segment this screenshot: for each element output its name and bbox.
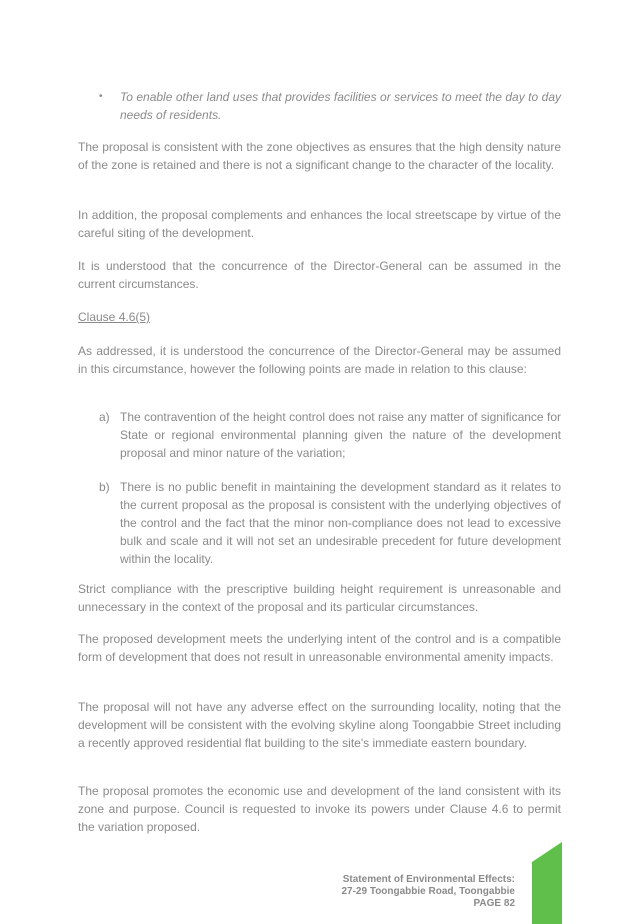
paragraph-locality: The proposal will not have any adverse effect on the surrounding locality, noting that the development will be consistent with the evolving skyline along Toongabbie Street including a recently approved residential flat building to the site's immediate eastern boundary.: [78, 700, 561, 750]
paragraph-strict-compliance: Strict compliance with the prescriptive building height requirement is unreasonable and unnecessary in the context of the proposal and its particular circumstances.: [78, 582, 561, 614]
clause-heading: Clause 4.6(5): [78, 310, 151, 324]
footer-address: 27-29 Toongabbie Road, Toongabbie: [341, 886, 515, 897]
list-marker-b: b): [99, 480, 110, 494]
paragraph-intent: The proposed development meets the underlying intent of the control and is a compatible form of development that does not result in unreasonable environmental amenity impacts.: [78, 632, 561, 664]
list-item-a: The contravention of the height control does not raise any matter of significance for State or regional environmental planning given the nature of the development proposal and minor nature of the variation;: [120, 410, 561, 460]
paragraph-economic-use: The proposal promotes the economic use and development of the land consistent with its zone and purpose. Council is requested to invoke its powers under Clause 4.6 to permit the variation proposed.: [78, 784, 561, 834]
bullet-symbol: •: [99, 91, 103, 102]
footer-page-number: PAGE 82: [473, 898, 515, 909]
bullet-text: To enable other land uses that provides facilities or services to meet the day to day needs of residents.: [120, 90, 561, 122]
paragraph-concurrence: It is understood that the concurrence of the Director-General can be assumed in the current circumstances.: [78, 259, 561, 291]
page-footer: [341, 874, 515, 910]
list-item-b: There is no public benefit in maintaining the development standard as it relates to the current proposal as the proposal is consistent with the underlying objectives of the control and the fact that the minor non-compliance does not lead to excessive bulk and scale and it will not set an undesirable precedent for future development within the locality.: [120, 480, 561, 566]
list-marker-a: a): [99, 410, 110, 424]
paragraph-zone-objectives: The proposal is consistent with the zone objectives as ensures that the high density nature of the zone is retained and there is not a significant change to the character of the locality.: [78, 140, 561, 172]
footer-title: Statement of Environmental Effects:: [342, 874, 515, 885]
green-corner-tab: [532, 842, 562, 924]
clause-intro: As addressed, it is understood the concurrence of the Director-General may be assumed in this circumstance, however the following points are made in relation to this clause:: [78, 344, 561, 376]
paragraph-streetscape: In addition, the proposal complements and enhances the local streetscape by virtue of the careful siting of the development.: [78, 208, 561, 240]
